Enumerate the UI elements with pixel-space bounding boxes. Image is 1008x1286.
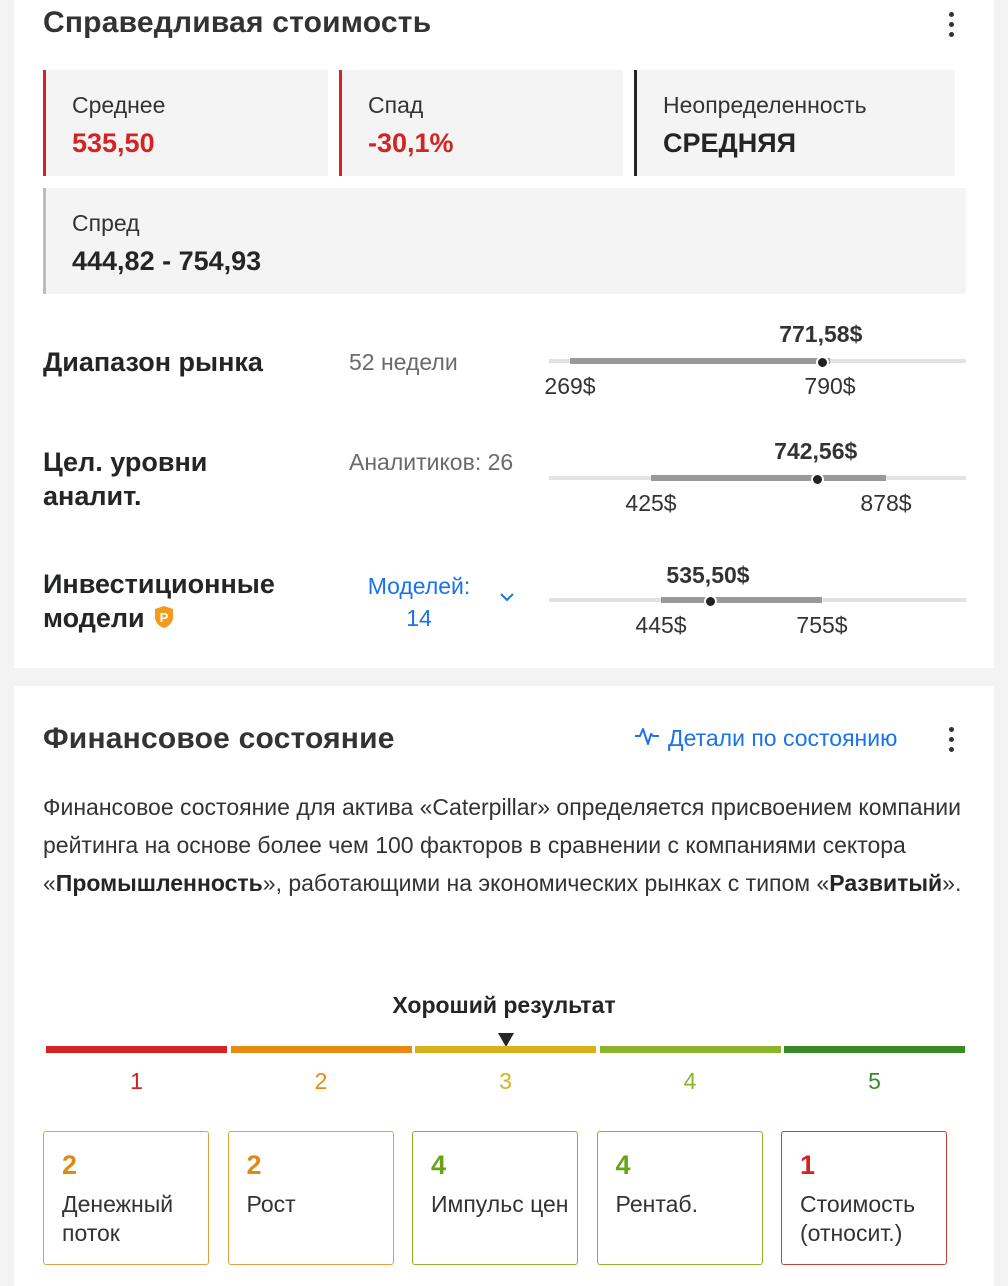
range-bar: [651, 475, 886, 481]
sector-name: Промышленность: [55, 870, 263, 896]
fair-value-title: Справедливая стоимость: [43, 6, 432, 39]
range-track: [549, 476, 966, 480]
scale-segment-2: [231, 1046, 412, 1053]
investment-models-label: [43, 567, 303, 637]
health-details-link[interactable]: [634, 725, 897, 752]
metric-name: Импульс цен: [431, 1191, 569, 1217]
range-bar: [570, 358, 830, 364]
uncertainty-value: СРЕДНЯЯ: [663, 128, 797, 158]
high-value-label: 790$: [804, 373, 856, 399]
scale-segment-1: [46, 1046, 227, 1053]
more-menu-icon[interactable]: [941, 9, 961, 39]
spread-stat: [43, 188, 966, 294]
scale-segment-4: [600, 1046, 781, 1053]
health-metric-card[interactable]: [597, 1131, 763, 1265]
scale-number-2: 2: [314, 1068, 328, 1094]
investment-models-text: Инвестиционные модели: [43, 569, 275, 633]
low-value-label: 445$: [635, 612, 687, 638]
metric-score: 2: [246, 1150, 262, 1180]
scale-segment-5: [784, 1046, 965, 1053]
models-count-link[interactable]: Моделей: 14: [367, 573, 471, 631]
range-track: [549, 598, 966, 602]
metric-name: Рентаб.: [615, 1191, 698, 1217]
downside-label: Спад: [368, 92, 424, 118]
svg-text:P: P: [159, 609, 169, 625]
analyst-targets-label: Цел. уровни аналит.: [43, 447, 208, 511]
average-value: 535,50: [72, 128, 155, 158]
current-value-label: 535,50$: [666, 562, 750, 588]
downside-stat: [339, 70, 623, 176]
health-metric-card[interactable]: [43, 1131, 209, 1265]
metric-name: Денежный поток: [62, 1191, 174, 1246]
financial-health-card: [14, 686, 994, 1286]
analyst-count: Аналитиков: 26: [349, 449, 514, 475]
spread-value: 444,82 - 754,93: [72, 246, 262, 276]
fair-value-card: [14, 0, 994, 668]
financial-health-title: Финансовое состояние: [43, 722, 395, 755]
spread-label: Спред: [72, 210, 140, 236]
market-type: Развитый: [829, 870, 943, 896]
health-details-text: Детали по состоянию: [668, 725, 898, 751]
metric-score: 1: [800, 1150, 816, 1180]
market-range-label: Диапазон рынка: [43, 347, 263, 377]
high-value-label: 878$: [860, 490, 912, 516]
high-value-label: 755$: [796, 612, 848, 638]
current-value-label: 771,58$: [779, 321, 863, 347]
metric-name: Рост: [246, 1191, 296, 1217]
market-range-period: 52 недели: [349, 349, 458, 375]
health-description: Финансовое состояние для актива «Caterpillar» определяется присвоением компании рейтинга на основе более чем 100 факторов в сравнении с компаниями сектора «Промышленность», работающими на экономических рынках с типом «Развитый».: [43, 794, 962, 896]
scale-number-4: 4: [683, 1068, 697, 1094]
metric-score: 4: [431, 1150, 447, 1180]
scale-number-3: 3: [499, 1068, 512, 1094]
downside-value: -30,1%: [368, 128, 454, 158]
health-metric-card[interactable]: [228, 1131, 394, 1265]
average-stat: [43, 70, 328, 176]
range-bar: [661, 597, 822, 603]
health-metric-card[interactable]: [412, 1131, 578, 1265]
metric-score: 2: [62, 1150, 78, 1180]
current-value-marker: [811, 473, 824, 486]
scale-segment-3: [415, 1046, 596, 1053]
current-value-marker: [816, 356, 829, 369]
metric-score: 4: [615, 1150, 631, 1180]
overall-result-label: Хороший результат: [392, 992, 616, 1018]
health-metric-card[interactable]: [781, 1131, 947, 1265]
pulse-icon: [634, 725, 660, 752]
chevron-down-icon[interactable]: [498, 590, 516, 608]
metric-name: Стоимость (относит.): [800, 1191, 916, 1246]
range-track: [549, 359, 966, 363]
current-value-marker: [704, 595, 717, 608]
low-value-label: 269$: [544, 373, 596, 399]
scale-number-5: 5: [868, 1068, 881, 1094]
pro-badge-icon: [154, 603, 174, 637]
uncertainty-stat: [634, 70, 955, 176]
uncertainty-label: Неопределенность: [663, 92, 867, 118]
low-value-label: 425$: [625, 490, 677, 516]
average-label: Среднее: [72, 92, 166, 118]
current-value-label: 742,56$: [774, 438, 858, 464]
scale-number-1: 1: [130, 1068, 143, 1094]
more-menu-icon[interactable]: [941, 724, 961, 754]
